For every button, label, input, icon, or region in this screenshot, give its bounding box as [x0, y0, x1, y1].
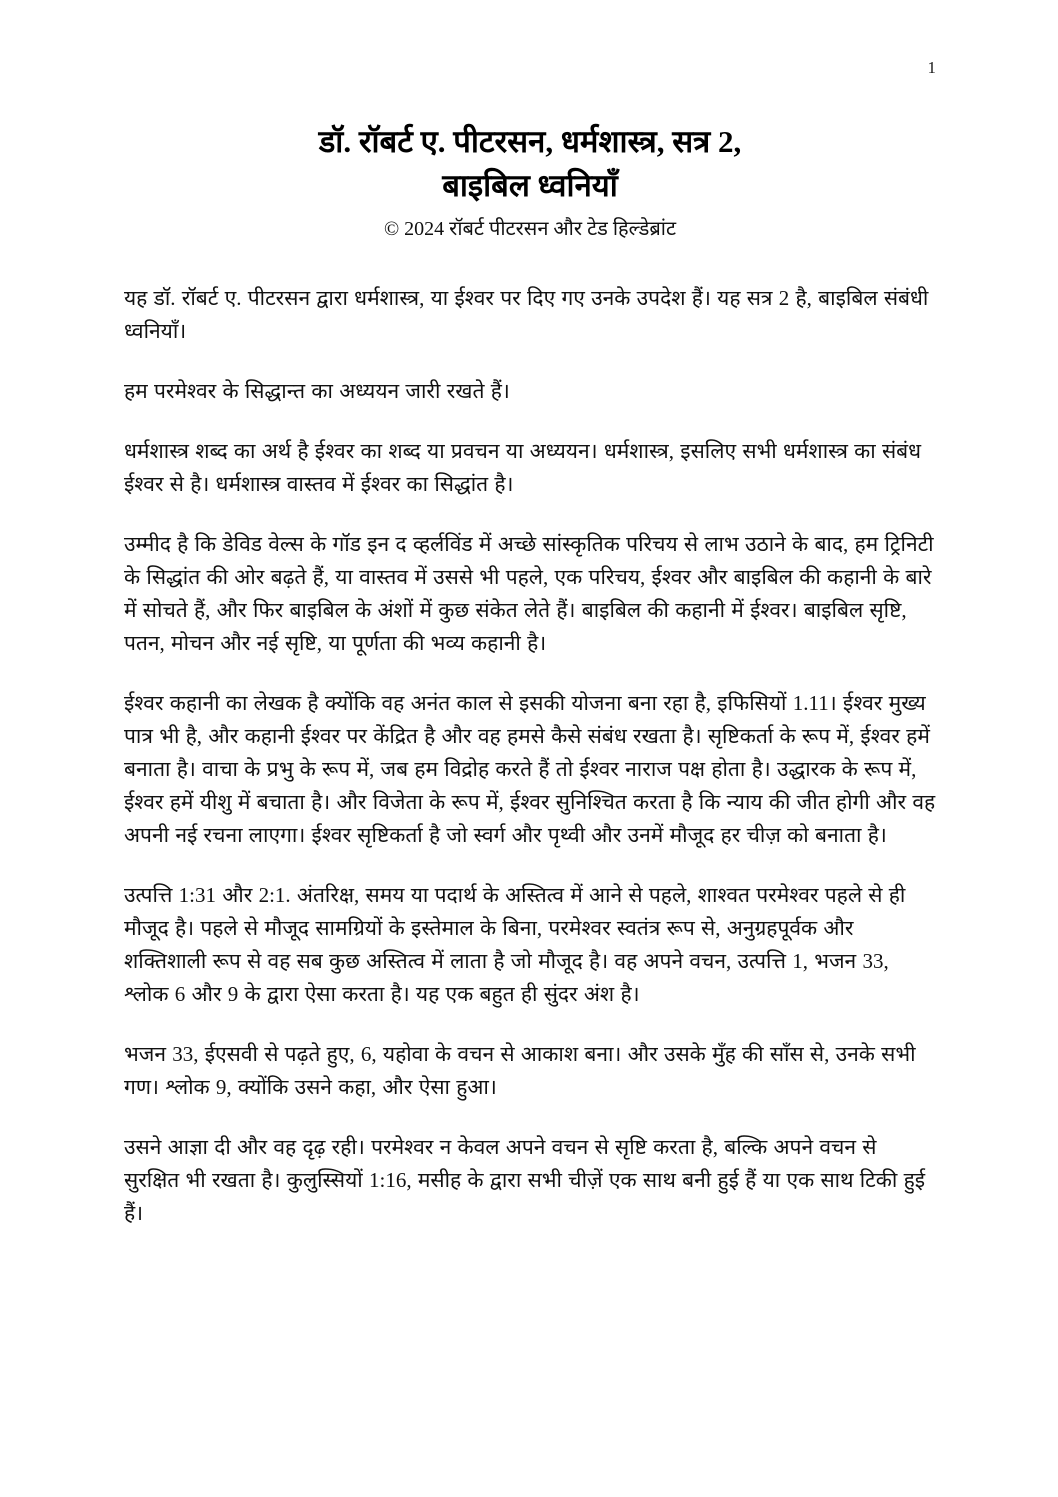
- page-number: 1: [927, 58, 936, 77]
- document-title: [124, 120, 936, 208]
- paragraph-theology-definition: धर्मशास्त्र शब्द का अर्थ है ईश्वर का शब्द या प्रवचन या अध्ययन। धर्मशास्त्र, इसलिए सभी धर्मशास्त्र का संबंध ईश्वर से है। धर्मशास्त्र वास्तव में ईश्वर का सिद्धांत है।: [124, 439, 922, 496]
- paragraph-genesis: उत्पत्ति 1:31 और 2:1. अंतरिक्ष, समय या पदार्थ के अस्तित्व में आने से पहले, शाश्वत परमेश्वर पहले से ही मौजूद है। पहले से मौजूद सामग्रियों के इस्तेमाल के बिना, परमेश्वर स्वतंत्र रूप से, अनुग्रहपूर्वक और शक्तिशाली रूप से वह सब कुछ अस्तित्व में लाता है जो मौजूद है। वह अपने वचन, उत्पत्ति 1, भजन 33, श्लोक 6 और 9 के द्वारा ऐसा करता है। यह एक बहुत ही सुंदर अंश है।: [124, 883, 906, 1006]
- paragraph-bible-story: उम्मीद है कि डेविड वेल्स के गॉड इन द व्हर्लविंड में अच्छे सांस्कृतिक परिचय से लाभ उठाने के बाद, हम ट्रिनिटी के सिद्धांत की ओर बढ़ते हैं, या वास्तव में उससे भी पहले, एक परिचय, ईश्वर और बाइबिल की कहानी के बारे में सोचते हैं, और फिर बाइबिल के अंशों में कुछ संकेत लेते हैं। बाइबिल की कहानी में ईश्वर। बाइबिल सृष्टि, पतन, मोचन और नई सृष्टि, या पूर्णता की भव्य कहानी है।: [124, 532, 934, 655]
- paragraph-intro: यह डॉ. रॉबर्ट ए. पीटरसन द्वारा धर्मशास्त्र, या ईश्वर पर दिए गए उनके उपदेश हैं। यह सत्र 2 है, बाइबिल संबंधी ध्वनियाँ।: [124, 286, 929, 343]
- copyright-line: © 2024 रॉबर्ट पीटरसन और टेड हिल्डेब्रांट: [383, 218, 677, 240]
- paragraph-continue-study: हम परमेश्वर के सिद्धान्त का अध्ययन जारी रखते हैं।: [124, 379, 510, 403]
- paragraph-god-author: ईश्वर कहानी का लेखक है क्योंकि वह अनंत काल से इसकी योजना बना रहा है, इफिसियों 1.11। ईश्वर मुख्य पात्र भी है, और कहानी ईश्वर पर केंद्रित है और वह हमसे कैसे संबंध रखता है। सृष्टिकर्ता के रूप में, ईश्वर हमें बनाता है। वाचा के प्रभु के रूप में, जब हम विद्रोह करते हैं तो ईश्वर नाराज पक्ष होता है। उद्धारक के रूप में, ईश्वर हमें यीशु में बचाता है। और विजेता के रूप में, ईश्वर सुनिश्चित करता है कि न्याय की जीत होगी और वह अपनी नई रचना लाएगा। ईश्वर सृष्टिकर्ता है जो स्वर्ग और पृथ्वी और उनमें मौजूद हर चीज़ को बनाता है।: [124, 691, 936, 847]
- title-line-1: डॉ. रॉबर्ट ए. पीटरसन, धर्मशास्त्र, सत्र 2,: [318, 124, 742, 159]
- paragraph-colossians: उसने आज्ञा दी और वह दृढ़ रही। परमेश्वर न केवल अपने वचन से सृष्टि करता है, बल्कि अपने वचन से सुरक्षित भी रखता है। कुलुस्सियों 1:16, मसीह के द्वारा सभी चीज़ें एक साथ बनी हुई हैं या एक साथ टिकी हुई हैं।: [124, 1135, 926, 1225]
- title-line-2: बाइबिल ध्वनियाँ: [442, 168, 618, 203]
- document-body: [124, 282, 936, 1230]
- content-column: [124, 120, 936, 1257]
- paragraph-psalm-33: भजन 33, ईएसवी से पढ़ते हुए, 6, यहोवा के वचन से आकाश बना। और उसके मुँह की साँस से, उनके सभी गण। श्लोक 9, क्योंकि उसने कहा, और ऐसा हुआ।: [124, 1042, 916, 1099]
